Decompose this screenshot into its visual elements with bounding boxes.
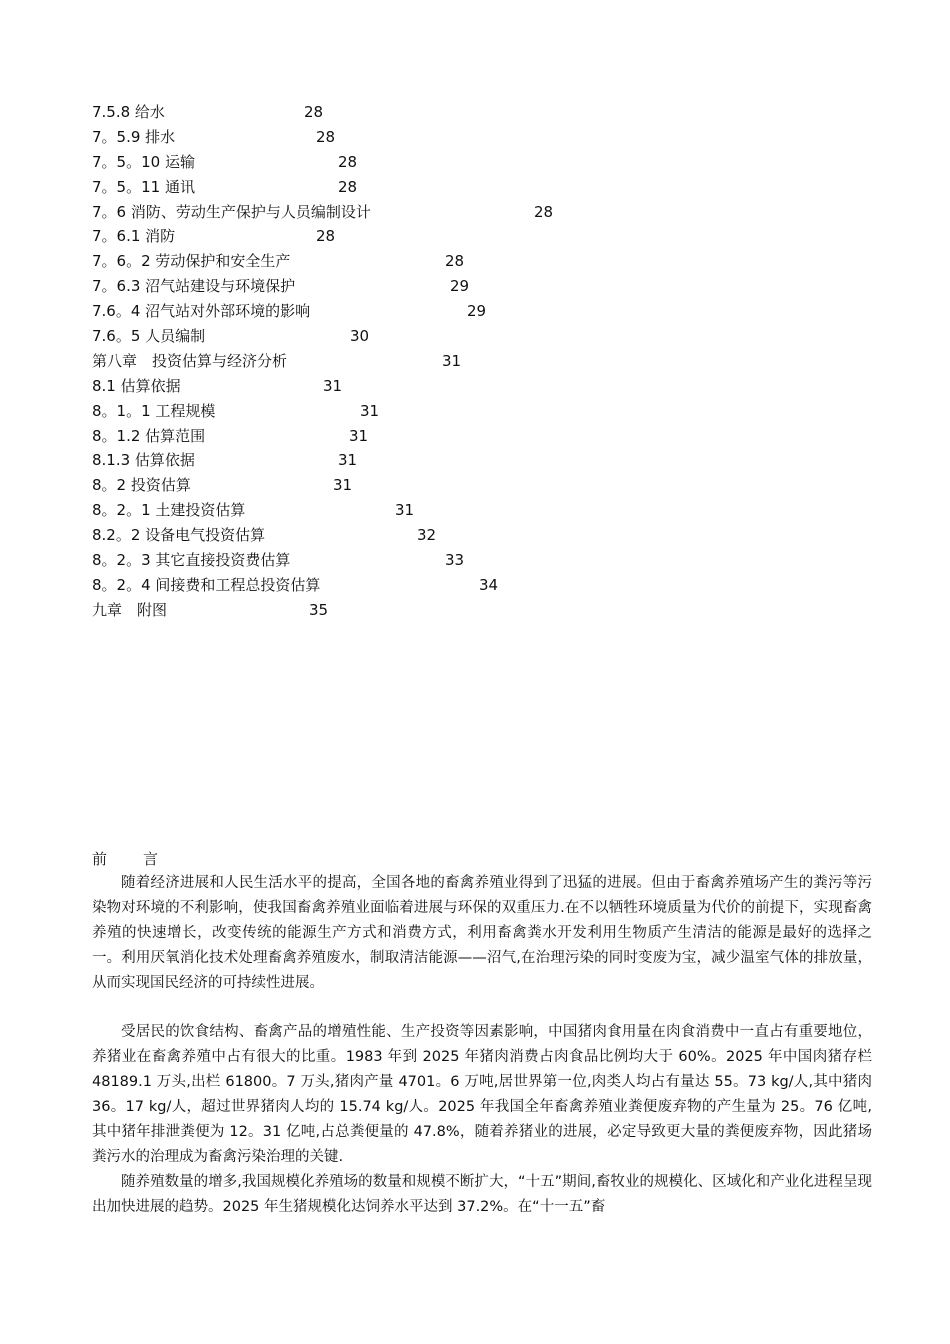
toc-entry-title: 7。6.1 消防 xyxy=(92,227,176,246)
toc-entry-title: 7。5.9 排水 xyxy=(92,127,176,146)
toc-entry-page: 31 xyxy=(395,501,415,520)
toc-entry-title: 7。6.3 沼气站建设与环境保护 xyxy=(92,277,296,296)
preface-paragraph: 随着经济进展和人民生活水平的提高，全国各地的畜禽养殖业得到了迅猛的进展。但由于畜禽养殖场产生的粪污等污染物对环境的不利影响，使我国畜禽养殖业面临着进展与环保的双重压力.在不以牺牲环境质量为代价的前提下，实现畜禽养殖的快速增长，改变传统的能源生产方式和消费方式，利用畜禽粪水开发利用生物质产生清洁的能源是最好的选择之一。利用厌氧消化技术处理畜禽养殖废水，制取清洁能源——沼气,在治理污染的同时变废为宝，减少温室气体的排放量，从而实现国民经济的可持续性进展。 xyxy=(92,875,872,991)
toc-entry[interactable] xyxy=(92,274,872,299)
toc-entry-page: 28 xyxy=(534,202,554,221)
preface-paragraph: 随养殖数量的增多,我国规模化养殖场的数量和规模不断扩大，“十五”期间,畜牧业的规模化、区域化和产业化进程呈现出加快进展的趋势。2025 年生猪规模化达饲养水平达到 37.2%。在“十一五”畜 xyxy=(92,1173,872,1215)
toc-entry[interactable] xyxy=(92,100,872,125)
toc-entry-page: 33 xyxy=(445,551,465,570)
toc-entry[interactable] xyxy=(92,424,872,449)
toc-entry-title: 8.1 估算依据 xyxy=(92,376,181,395)
toc-entry-page: 34 xyxy=(479,575,499,594)
toc-entry[interactable] xyxy=(92,299,872,324)
toc-entry-title: 7.6。5 人员编制 xyxy=(92,327,206,346)
toc-entry-page: 31 xyxy=(349,426,369,445)
toc-entry-page: 31 xyxy=(333,476,353,495)
toc-entry[interactable] xyxy=(92,150,872,175)
toc-entry[interactable] xyxy=(92,573,872,598)
toc-entry-page: 29 xyxy=(467,302,487,321)
toc-entry-page: 30 xyxy=(350,327,370,346)
preface-paragraph: 受居民的饮食结构、畜禽产品的增殖性能、生产投资等因素影响，中国猪肉食用量在肉食消费中一直占有重要地位，养猪业在畜禽养殖中占有很大的比重。1983 年到 2025 年猪肉消费占肉食品比例均大于 60%。2025 年中国肉猪存栏 48189.1 万头,出栏 61800。7 万头,猪肉产量 4701。6 万吨,居世界第一位,肉类人均占有量达 55。73 kg/人,其中猪肉 36。17 kg/人，超过世界猪肉人均的 15.74 kg/人。2025 年我国全年畜禽养殖业粪便废弃物的产生量为 25。76 亿吨,其中猪年排泄粪便为 12。31 亿吨,占总粪便量的 47.8%，随着养猪业的进展，必定导致更大量的粪便废弃物，因此猪场粪污水的治理成为畜禽污染治理的关键. xyxy=(92,1024,872,1165)
toc-entry[interactable] xyxy=(92,200,872,225)
toc-entry-title: 8。1。1 工程规模 xyxy=(92,401,216,420)
toc-entry[interactable] xyxy=(92,249,872,274)
preface-heading xyxy=(92,847,158,871)
toc-entry-title: 7。6 消防、劳动生产保护与人员编制设计 xyxy=(92,202,371,221)
toc-entry-title: 7.5.8 给水 xyxy=(92,103,165,121)
toc-entry[interactable] xyxy=(92,224,872,249)
toc-entry-title: 7。5。10 运输 xyxy=(92,152,195,171)
toc-entry[interactable] xyxy=(92,324,872,349)
toc-entry[interactable] xyxy=(92,125,872,150)
toc-entry-page: 31 xyxy=(338,451,358,470)
toc-entry[interactable] xyxy=(92,349,872,374)
toc-entry-page: 28 xyxy=(316,127,336,146)
toc-entry-page: 28 xyxy=(338,177,358,196)
toc-entry-page: 35 xyxy=(309,600,329,619)
toc-entry-title: 九章 附图 xyxy=(92,600,168,619)
toc-entry[interactable] xyxy=(92,548,872,573)
toc-entry[interactable] xyxy=(92,448,872,473)
toc-entry[interactable] xyxy=(92,175,872,200)
toc-entry[interactable] xyxy=(92,498,872,523)
toc-entry[interactable] xyxy=(92,598,872,623)
toc-entry-title: 8.2。2 设备电气投资估算 xyxy=(92,526,266,545)
toc-entry-title: 8。2。3 其它直接投资费估算 xyxy=(92,551,291,570)
toc-entry-title: 8。1.2 估算范围 xyxy=(92,426,206,445)
toc-entry-title: 8。2。4 间接费和工程总投资估算 xyxy=(92,575,321,594)
preface-heading-char: 言 xyxy=(143,850,159,868)
table-of-contents xyxy=(92,100,872,623)
toc-entry[interactable] xyxy=(92,374,872,399)
toc-entry[interactable] xyxy=(92,399,872,424)
toc-entry-title: 8.1.3 估算依据 xyxy=(92,451,195,470)
toc-entry-page: 28 xyxy=(304,103,324,121)
toc-entry[interactable] xyxy=(92,523,872,548)
preface-heading-char: 前 xyxy=(92,850,108,868)
toc-entry-title: 7。5。11 通讯 xyxy=(92,177,195,196)
toc-entry[interactable] xyxy=(92,473,872,498)
toc-entry-title: 8。2。1 土建投资估算 xyxy=(92,501,246,520)
toc-entry-title: 第八章 投资估算与经济分析 xyxy=(92,351,288,370)
toc-entry-page: 31 xyxy=(360,401,380,420)
toc-entry-title: 8。2 投资估算 xyxy=(92,476,191,495)
toc-entry-page: 28 xyxy=(338,152,358,171)
toc-entry-page: 32 xyxy=(417,526,437,545)
toc-entry-page: 28 xyxy=(316,227,336,246)
toc-entry-page: 29 xyxy=(450,277,470,296)
toc-entry-page: 31 xyxy=(442,351,462,370)
toc-entry-page: 28 xyxy=(445,252,465,271)
toc-entry-page: 31 xyxy=(323,376,343,395)
toc-entry-title: 7.6。4 沼气站对外部环境的影响 xyxy=(92,302,311,321)
preface-body xyxy=(92,871,872,1220)
toc-entry-title: 7。6。2 劳动保护和安全生产 xyxy=(92,252,291,271)
